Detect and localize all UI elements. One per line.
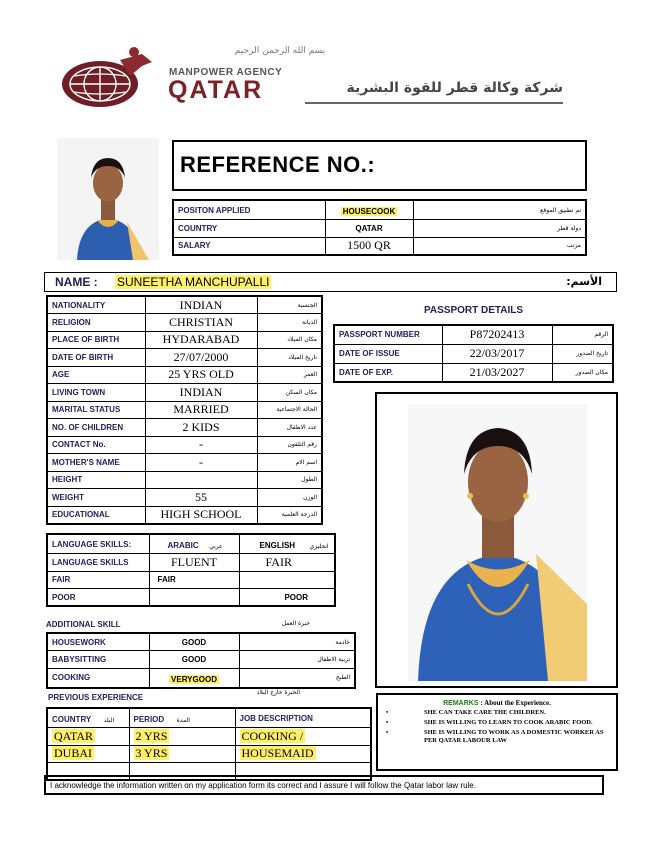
personal-label: MOTHER'S NAME [47, 454, 145, 472]
passport-table [333, 324, 614, 383]
remarks-bullet-text: SHE IS WILLING TO WORK AS A DOMESTIC WORKER AS PER QATAR LABOUR LAW [424, 729, 604, 744]
language-english-value: FAIR [239, 554, 335, 572]
experience-country-header-ar: البلد [103, 717, 115, 724]
personal-label-ar: الحالة الاجتماعية [257, 401, 322, 419]
personal-row [47, 349, 322, 367]
person-photo-icon [408, 404, 587, 681]
personal-row [47, 489, 322, 507]
personal-details-table [46, 295, 323, 525]
experience-header-row [47, 708, 371, 728]
language-row [47, 589, 335, 607]
remarks-title [378, 699, 616, 707]
personal-row [47, 401, 322, 419]
remarks-title-rest: : About the Experience. [480, 699, 551, 707]
remarks-bullet [384, 729, 610, 745]
personal-row [47, 331, 322, 349]
experience-job: COOKING / [241, 728, 304, 743]
passport-label: DATE OF ISSUE [334, 344, 442, 363]
language-poor-english: POOR [239, 589, 335, 607]
language-table [46, 533, 336, 607]
personal-row [47, 419, 322, 437]
personal-row [47, 314, 322, 332]
personal-label-ar: الديانة [257, 314, 322, 332]
personal-label: NO. OF CHILDREN [47, 419, 145, 437]
personal-label: WEIGHT [47, 489, 145, 507]
language-header-row [47, 534, 335, 554]
agency-name-top: MANPOWER AGENCY [169, 67, 283, 78]
personal-value: 25 YRS OLD [145, 366, 257, 384]
remarks-box [376, 693, 618, 771]
language-row-label: LANGUAGE SKILLS [47, 554, 149, 572]
remarks-bullet [384, 709, 610, 717]
personal-label-ar: العمر [257, 366, 322, 384]
language-english-ar: انجليزي [309, 543, 329, 550]
passport-row [334, 325, 613, 344]
passport-label-ar: تاريخ الصدور [552, 344, 613, 363]
position-applied-label: POSITON APPLIED [173, 200, 325, 220]
cooking-label: COOKING [47, 668, 149, 688]
experience-country: QATAR [54, 728, 94, 743]
passport-row [334, 344, 613, 363]
language-english-label: ENGLISH [259, 541, 296, 550]
acknowledgement-box [44, 775, 604, 795]
salary-label: SALARY [173, 237, 325, 255]
passport-label: DATE OF EXP. [334, 363, 442, 382]
personal-label: DATE OF BIRTH [47, 349, 145, 367]
remarks-bullet-text: SHE IS WILLING TO LEARN TO COOK ARABIC FOOD. [424, 719, 593, 726]
cooking-value: VERYGOOD [171, 674, 217, 684]
salary-row [173, 237, 586, 255]
cooking-ar: الطبخ [239, 668, 355, 688]
country-label: COUNTRY [173, 220, 325, 238]
personal-row [47, 506, 322, 524]
personal-value: INDIAN [145, 296, 257, 314]
applicant-photo-small [57, 138, 159, 260]
personal-label: AGE [47, 366, 145, 384]
experience-period: 2 YRS [135, 728, 168, 743]
personal-value: INDIAN [145, 384, 257, 402]
reference-label: REFERENCE NO.: [180, 152, 376, 177]
acknowledgement-text: I acknowledge the information written on my application form its correct and I assure I will follow the Qatar labor law rule. [50, 781, 476, 790]
personal-label: HEIGHT [47, 471, 145, 489]
personal-label-ar: رقم التلفون [257, 436, 322, 454]
personal-value: - [145, 454, 257, 472]
passport-row [334, 363, 613, 382]
personal-label-ar: مكان السكن [257, 384, 322, 402]
name-label-ar: الأسم: [566, 275, 602, 288]
personal-label-ar: الجنسية [257, 296, 322, 314]
skill-row [47, 633, 355, 651]
name-bar [44, 272, 617, 292]
globe-logo-icon [58, 44, 164, 110]
housework-value: GOOD [149, 633, 239, 651]
passport-value: 21/03/2027 [442, 363, 552, 382]
language-poor-arabic [149, 589, 239, 607]
personal-label-ar: الدرجة العلمية [257, 506, 322, 524]
experience-job-header: JOB DESCRIPTION [235, 708, 371, 728]
experience-title-ar: الخبرة خارج البلاد [256, 689, 300, 696]
passport-title: PASSPORT DETAILS [423, 305, 524, 316]
personal-label: CONTACT No. [47, 436, 145, 454]
position-row [173, 200, 586, 220]
personal-label: NATIONALITY [47, 296, 145, 314]
country-row [173, 220, 586, 238]
position-applied-value: HOUSECOOK [342, 207, 396, 216]
personal-value: MARRIED [145, 401, 257, 419]
passport-label-ar: مكان الصدور [552, 363, 613, 382]
person-photo-icon [57, 138, 159, 260]
personal-label-ar: مكان الميلاد [257, 331, 322, 349]
country-ar: دولة قطر [413, 220, 586, 238]
babysitting-ar: تربية الاطفال [239, 651, 355, 669]
personal-value: - [145, 436, 257, 454]
experience-period: 3 YRS [135, 746, 168, 761]
language-arabic-ar: عربي [209, 543, 223, 550]
language-header-label: LANGUAGE SKILLS: [47, 534, 149, 554]
skill-row [47, 668, 355, 688]
salary-value: 1500 QR [325, 237, 413, 255]
header-divider [305, 102, 563, 104]
personal-row [47, 436, 322, 454]
passport-value: P87202413 [442, 325, 552, 344]
personal-value: 55 [145, 489, 257, 507]
applicant-photo-frame [375, 392, 618, 688]
additional-skill-table [46, 632, 356, 689]
personal-row [47, 471, 322, 489]
personal-value: 2 KIDS [145, 419, 257, 437]
experience-country: DUBAI [54, 746, 92, 761]
bullet-dot-icon: • [386, 719, 389, 726]
personal-label-ar: الطول [257, 471, 322, 489]
name-label: NAME : [55, 275, 98, 289]
basmala-calligraphy: بسم الله الرحمن الرحيم [234, 46, 326, 56]
experience-job: HOUSEMAID [241, 746, 314, 761]
applicant-photo-large [408, 404, 587, 681]
experience-table [46, 707, 372, 781]
language-fair-label: FAIR [47, 571, 149, 589]
agency-name-main: QATAR [168, 76, 264, 104]
personal-value: CHRISTIAN [145, 314, 257, 332]
personal-label: PLACE OF BIRTH [47, 331, 145, 349]
personal-value: HIGH SCHOOL [145, 506, 257, 524]
agency-name-arabic: شركة وكالة قطر للقوة البشرية [346, 80, 563, 96]
language-arabic-label: ARABIC [167, 541, 199, 550]
personal-value: 27/07/2000 [145, 349, 257, 367]
country-value: QATAR [325, 220, 413, 238]
babysitting-value: GOOD [149, 651, 239, 669]
experience-period-header: PERIOD [133, 715, 165, 724]
reference-box [172, 140, 587, 191]
passport-label: PASSPORT NUMBER [334, 325, 442, 344]
experience-title: PREVIOUS EXPERIENCE [48, 693, 144, 702]
personal-label: RELIGION [47, 314, 145, 332]
experience-country-header: COUNTRY [52, 715, 92, 724]
housework-label: HOUSEWORK [47, 633, 149, 651]
position-table [172, 199, 587, 256]
language-fair-arabic: FAIR [149, 571, 239, 589]
language-poor-label: POOR [47, 589, 149, 607]
personal-value: HYDARABAD [145, 331, 257, 349]
personal-value [145, 471, 257, 489]
personal-label-ar: تاريخ الميلاد [257, 349, 322, 367]
skill-row [47, 651, 355, 669]
language-row [47, 571, 335, 589]
remarks-list [378, 709, 616, 745]
personal-label-ar: الوزن [257, 489, 322, 507]
language-row [47, 554, 335, 572]
language-fair-english [239, 571, 335, 589]
remarks-bullet [384, 719, 610, 727]
babysitting-label: BABYSITTING [47, 651, 149, 669]
agency-logo [58, 44, 164, 110]
personal-row [47, 296, 322, 314]
experience-row [47, 728, 371, 746]
personal-label: MARITAL STATUS [47, 401, 145, 419]
remarks-bullet-text: SHE CAN TAKE CARE THE CHILDREN. [424, 709, 546, 716]
bullet-dot-icon: • [386, 709, 389, 716]
personal-label-ar: عدد الاطفال [257, 419, 322, 437]
personal-label: EDUCATIONAL [47, 506, 145, 524]
passport-value: 22/03/2017 [442, 344, 552, 363]
bullet-dot-icon: • [386, 729, 389, 736]
personal-row [47, 366, 322, 384]
housework-ar: خادمة [239, 633, 355, 651]
personal-row [47, 384, 322, 402]
additional-skill-title: ADDITIONAL SKILL [46, 620, 121, 629]
salary-ar: مرتب [413, 237, 586, 255]
personal-row [47, 454, 322, 472]
remarks-title-bold: REMARKS [443, 700, 479, 707]
personal-label-ar: اسم الام [257, 454, 322, 472]
personal-label: LIVING TOWN [47, 384, 145, 402]
position-applied-ar: تم تطبيق الموقع [413, 200, 586, 220]
passport-label-ar: الرقم [552, 325, 613, 344]
experience-period-header-ar: المدة [176, 717, 190, 724]
additional-skill-title-ar: خبرة العمل [281, 620, 310, 627]
experience-row [47, 745, 371, 763]
name-value: SUNEETHA MANCHUPALLI [117, 275, 270, 289]
language-arabic-value: FLUENT [149, 554, 239, 572]
